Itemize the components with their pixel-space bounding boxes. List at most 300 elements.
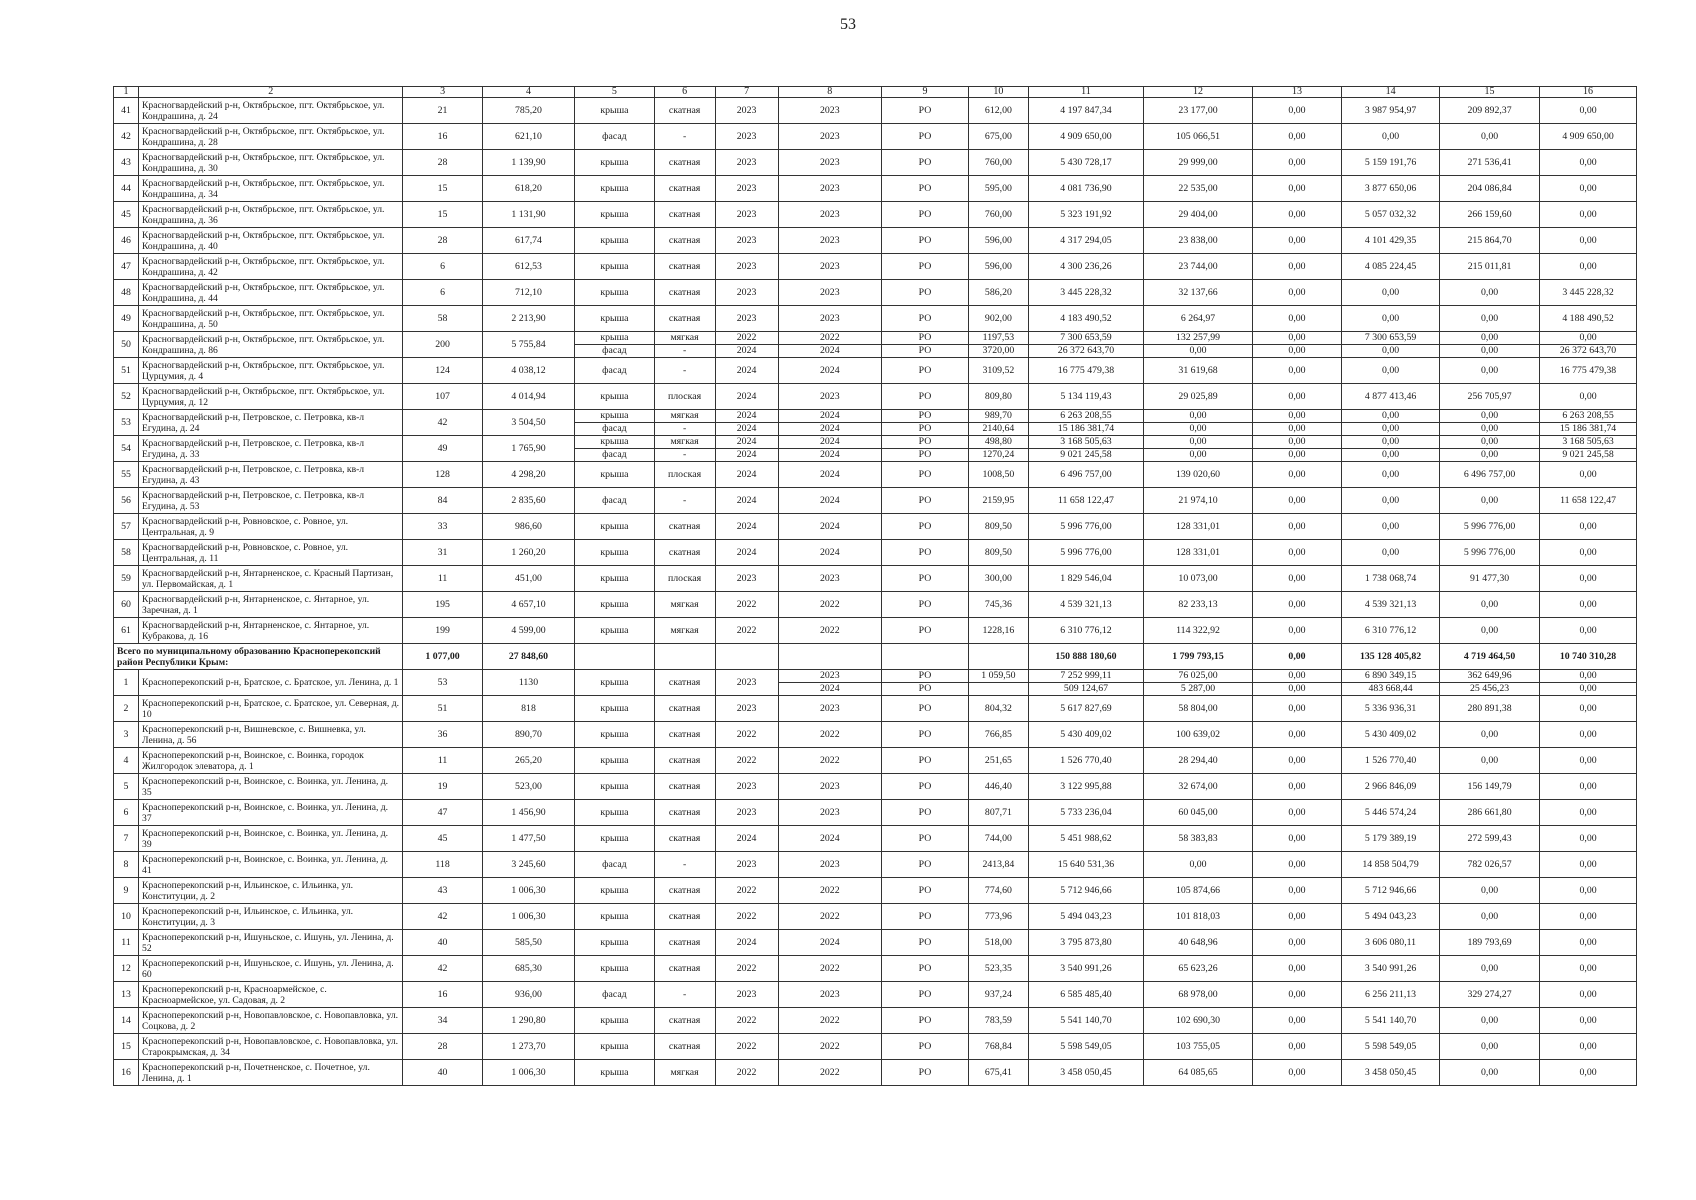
- table-cell: крыша: [575, 800, 654, 826]
- table-cell: 585,50: [482, 930, 574, 956]
- split-cell: [715, 410, 778, 436]
- table-cell: 10 073,00: [1144, 566, 1253, 592]
- table-cell: 0,00: [1440, 306, 1540, 332]
- table-cell: 59: [114, 566, 139, 592]
- table-cell: РО: [881, 1034, 968, 1060]
- table-cell: 612,53: [482, 254, 574, 280]
- table-cell: РО: [881, 982, 968, 1008]
- table-cell: крыша: [575, 540, 654, 566]
- table-cell: 15 640 531,36: [1028, 852, 1143, 878]
- table-cell: 5 712 946,66: [1028, 878, 1143, 904]
- table-cell: 2023: [778, 800, 881, 826]
- table-cell: 209 892,37: [1440, 98, 1540, 124]
- table-cell: 41: [114, 98, 139, 124]
- table-cell: 34: [403, 1008, 482, 1034]
- table-cell: 6 496 757,00: [1440, 462, 1540, 488]
- table-cell: 2023: [778, 124, 881, 150]
- split-cell: [1540, 670, 1637, 696]
- table-cell: 3 245,60: [482, 852, 574, 878]
- column-number-cell: 8: [778, 87, 881, 98]
- split-cell-part: 0,00: [1480, 410, 1499, 421]
- table-cell: 0,00: [1540, 228, 1637, 254]
- table-cell: 2023: [715, 670, 778, 696]
- table-cell: 29 999,00: [1144, 150, 1253, 176]
- split-cell: [968, 410, 1028, 436]
- table-cell: 2024: [778, 826, 881, 852]
- table-cell: 4 719 464,50: [1440, 644, 1540, 670]
- table-cell: 518,00: [968, 930, 1028, 956]
- split-cell: [1342, 410, 1440, 436]
- table-cell: 101 818,03: [1144, 904, 1253, 930]
- table-cell: 0,00: [1440, 878, 1540, 904]
- table-cell: 2 835,60: [482, 488, 574, 514]
- split-cell-part: 2024: [736, 436, 757, 447]
- table-cell: 195: [403, 592, 482, 618]
- table-cell: 2023: [715, 306, 778, 332]
- table-cell: 675,00: [968, 124, 1028, 150]
- table-cell: 0,00: [1252, 904, 1341, 930]
- table-cell: 58 804,00: [1144, 696, 1253, 722]
- table-cell: 6 256 211,13: [1342, 982, 1440, 1008]
- split-cell: [1342, 670, 1440, 696]
- table-cell: 2022: [715, 956, 778, 982]
- table-row: [114, 540, 1637, 566]
- table-cell: 3 504,50: [482, 410, 574, 436]
- table-cell: 53: [403, 670, 482, 696]
- split-cell-part: 0,00: [1189, 410, 1207, 421]
- table-cell: 5 057 032,32: [1342, 202, 1440, 228]
- table-cell: 2022: [715, 1034, 778, 1060]
- table-cell: 618,20: [482, 176, 574, 202]
- table-row: [114, 254, 1637, 280]
- table-cell: 0,00: [1252, 98, 1341, 124]
- table-cell: -: [654, 852, 715, 878]
- table-cell: 57: [114, 514, 139, 540]
- split-cell-part: 0,00: [1253, 448, 1341, 461]
- table-cell: 1 273,70: [482, 1034, 574, 1060]
- split-cell: [968, 436, 1028, 462]
- table-cell: 890,70: [482, 722, 574, 748]
- table-cell: 46: [114, 228, 139, 254]
- split-cell: [1144, 670, 1253, 696]
- table-cell: скатная: [654, 748, 715, 774]
- table-cell: РО: [881, 1008, 968, 1034]
- table-cell: 0,00: [1342, 306, 1440, 332]
- address-cell: Красноперекопский р-н, Красноармейское, с. Красноармейское, ул. Садовая, д. 2: [139, 982, 403, 1008]
- table-cell: РО: [881, 280, 968, 306]
- address-cell: Красноперекопский р-н, Ишуньское, с. Ишунь, ул. Ленина, д. 52: [139, 930, 403, 956]
- table-cell: скатная: [654, 176, 715, 202]
- table-cell: 596,00: [968, 254, 1028, 280]
- table-cell: 61: [114, 618, 139, 644]
- split-cell: [1540, 436, 1637, 462]
- table-cell: 774,60: [968, 878, 1028, 904]
- table-cell: 2023: [778, 98, 881, 124]
- table-cell: 0,00: [1540, 1008, 1637, 1034]
- split-cell-part: 2024: [820, 410, 840, 421]
- table-cell: 0,00: [1440, 722, 1540, 748]
- table-cell: 5 336 936,31: [1342, 696, 1440, 722]
- table-cell: 118: [403, 852, 482, 878]
- table-cell: 2023: [778, 566, 881, 592]
- table-cell: 4 014,94: [482, 384, 574, 410]
- table-cell: крыша: [575, 722, 654, 748]
- split-cell-part: 0,00: [1253, 682, 1341, 695]
- address-cell: Красноперекопский р-н, Ишуньское, с. Ишунь, ул. Ленина, д. 60: [139, 956, 403, 982]
- table-cell: 0,00: [1252, 488, 1341, 514]
- split-cell-part: 989,70: [984, 410, 1012, 421]
- split-cell-part: 2140,64: [969, 422, 1028, 435]
- table-cell: крыша: [575, 748, 654, 774]
- table-cell: крыша: [575, 618, 654, 644]
- table-row: [114, 748, 1637, 774]
- table-cell: 0,00: [1342, 280, 1440, 306]
- address-cell: Красногвардейский р-н, Октябрьское, пгт. Октябрьское, ул. Кондрашина, д. 86: [139, 332, 403, 358]
- table-row: [114, 956, 1637, 982]
- table-cell: 6 310 776,12: [1028, 618, 1143, 644]
- table-cell: 16: [403, 124, 482, 150]
- table-row: [114, 904, 1637, 930]
- address-cell: Красноперекопский р-н, Ильинское, с. Ильинка, ул. Конституции, д. 3: [139, 904, 403, 930]
- split-cell-part: фасад: [575, 422, 653, 435]
- table-cell: 11 658 122,47: [1028, 488, 1143, 514]
- column-number-cell: 1: [114, 87, 139, 98]
- table-cell: 4 877 413,46: [1342, 384, 1440, 410]
- table-row: [114, 202, 1637, 228]
- table-cell: 189 793,69: [1440, 930, 1540, 956]
- table-cell: 2023: [778, 202, 881, 228]
- split-cell: [575, 436, 654, 462]
- split-cell-part: 0,00: [1189, 436, 1207, 447]
- split-cell-part: РО: [918, 410, 932, 421]
- table-row: [114, 982, 1637, 1008]
- table-cell: РО: [881, 566, 968, 592]
- table-cell: 2022: [715, 592, 778, 618]
- table-cell: 14: [114, 1008, 139, 1034]
- split-cell-part: 0,00: [1480, 436, 1499, 447]
- split-cell: [881, 436, 968, 462]
- table-cell: 0,00: [1540, 696, 1637, 722]
- table-cell: скатная: [654, 774, 715, 800]
- table-cell: РО: [881, 358, 968, 384]
- split-cell-part: 498,80: [984, 436, 1012, 447]
- table-cell: 782 026,57: [1440, 852, 1540, 878]
- split-cell-part: РО: [918, 332, 932, 343]
- table-cell: 53: [114, 410, 139, 436]
- table-cell: крыша: [575, 826, 654, 852]
- table-cell: 6: [403, 254, 482, 280]
- table-cell: крыша: [575, 904, 654, 930]
- table-cell: РО: [881, 930, 968, 956]
- table-cell: 3 445 228,32: [1540, 280, 1637, 306]
- table-cell: крыша: [575, 670, 654, 696]
- column-number-cell: 14: [1342, 87, 1440, 98]
- address-cell: Красноперекопский р-н, Воинское, с. Воинка, городок Жилгородок элеватора, д. 1: [139, 748, 403, 774]
- table-cell: 200: [403, 332, 482, 358]
- table-cell: -: [654, 124, 715, 150]
- table-cell: скатная: [654, 540, 715, 566]
- table-cell: 28 294,40: [1144, 748, 1253, 774]
- table-cell: 0,00: [1252, 384, 1341, 410]
- table-row: [114, 124, 1637, 150]
- table-cell: РО: [881, 176, 968, 202]
- table-cell: 3 540 991,26: [1342, 956, 1440, 982]
- table-cell: 2022: [715, 722, 778, 748]
- table-row: [114, 436, 1637, 462]
- table-row: [114, 462, 1637, 488]
- table-row: [114, 150, 1637, 176]
- split-cell-part: 2022: [736, 332, 757, 343]
- table-cell: 1130: [482, 670, 574, 696]
- split-cell-part: 1197,53: [982, 332, 1015, 343]
- table-cell: 16: [403, 982, 482, 1008]
- split-cell: [968, 670, 1028, 696]
- table-cell: [715, 644, 778, 670]
- table-cell: 5 541 140,70: [1028, 1008, 1143, 1034]
- table-cell: 4 539 321,13: [1028, 592, 1143, 618]
- table-cell: 139 020,60: [1144, 462, 1253, 488]
- column-number-cell: 9: [881, 87, 968, 98]
- table-cell: РО: [881, 748, 968, 774]
- table-cell: крыша: [575, 1008, 654, 1034]
- table-cell: 4 909 650,00: [1028, 124, 1143, 150]
- split-cell-part: 2024: [779, 448, 881, 461]
- table-cell: 40 648,96: [1144, 930, 1253, 956]
- table-cell: 0,00: [1252, 774, 1341, 800]
- table-cell: 128 331,01: [1144, 514, 1253, 540]
- table-cell: 2023: [715, 150, 778, 176]
- table-cell: 0,00: [1342, 124, 1440, 150]
- table-cell: 49: [114, 306, 139, 332]
- table-cell: 58: [114, 540, 139, 566]
- table-cell: 0,00: [1540, 202, 1637, 228]
- table-cell: мягкая: [654, 618, 715, 644]
- table-cell: 0,00: [1540, 1060, 1637, 1086]
- table-cell: 5 617 827,69: [1028, 696, 1143, 722]
- table-row: [114, 930, 1637, 956]
- table-cell: 265,20: [482, 748, 574, 774]
- table-cell: плоская: [654, 566, 715, 592]
- column-number-cell: 10: [968, 87, 1028, 98]
- table-cell: 3 458 050,45: [1342, 1060, 1440, 1086]
- split-cell-part: 2024: [779, 682, 881, 695]
- table-cell: 2022: [778, 722, 881, 748]
- split-cell-part: [969, 682, 1028, 695]
- split-cell: [1028, 332, 1143, 358]
- table-cell: 0,00: [1540, 540, 1637, 566]
- table-cell: 124: [403, 358, 482, 384]
- table-cell: 1 290,80: [482, 1008, 574, 1034]
- table-cell: 0,00: [1252, 644, 1341, 670]
- table-row: [114, 1034, 1637, 1060]
- table-cell: 6 496 757,00: [1028, 462, 1143, 488]
- table-cell: 5 996 776,00: [1028, 540, 1143, 566]
- table-cell: 0,00: [1252, 306, 1341, 332]
- total-row: [114, 644, 1637, 670]
- table-cell: 2024: [778, 514, 881, 540]
- table-cell: 31: [403, 540, 482, 566]
- table-cell: 107: [403, 384, 482, 410]
- table-cell: 27 848,60: [482, 644, 574, 670]
- total-label: Всего по муниципальному образованию Красноперекопский район Республики Крым:: [114, 644, 403, 670]
- table-cell: РО: [881, 462, 968, 488]
- table-cell: 3 877 650,06: [1342, 176, 1440, 202]
- table-cell: 105 066,51: [1144, 124, 1253, 150]
- split-cell-part: 2024: [779, 422, 881, 435]
- column-number-cell: 11: [1028, 87, 1143, 98]
- table-cell: 150 888 180,60: [1028, 644, 1143, 670]
- table-cell: скатная: [654, 514, 715, 540]
- table-cell: 595,00: [968, 176, 1028, 202]
- address-cell: Красногвардейский р-н, Янтарненское, с. Красный Партизан, ул. Первомайская, д. 1: [139, 566, 403, 592]
- table-cell: 1228,16: [968, 618, 1028, 644]
- table-cell: 2022: [778, 1060, 881, 1086]
- table-cell: крыша: [575, 566, 654, 592]
- table-cell: 5: [114, 774, 139, 800]
- split-cell-part: 0,00: [1253, 422, 1341, 435]
- split-cell: [1440, 410, 1540, 436]
- table-cell: 23 838,00: [1144, 228, 1253, 254]
- table-cell: 0,00: [1252, 1034, 1341, 1060]
- table-cell: 0,00: [1540, 566, 1637, 592]
- split-cell-part: 1 059,50: [981, 670, 1016, 681]
- table-cell: 54: [114, 436, 139, 462]
- table-cell: 685,30: [482, 956, 574, 982]
- table-cell: 9: [114, 878, 139, 904]
- table-cell: [968, 644, 1028, 670]
- address-cell: Красноперекопский р-н, Почетненское, с. Почетное, ул. Ленина, д. 1: [139, 1060, 403, 1086]
- split-cell-part: 0,00: [1342, 344, 1439, 357]
- table-cell: 52: [114, 384, 139, 410]
- split-cell: [778, 436, 881, 462]
- table-cell: 2022: [715, 1060, 778, 1086]
- table-row: [114, 228, 1637, 254]
- table-cell: крыша: [575, 462, 654, 488]
- table-cell: 204 086,84: [1440, 176, 1540, 202]
- table-cell: РО: [881, 774, 968, 800]
- table-cell: 760,00: [968, 202, 1028, 228]
- table-cell: 5 494 043,23: [1028, 904, 1143, 930]
- table-cell: крыша: [575, 306, 654, 332]
- table-cell: 523,35: [968, 956, 1028, 982]
- table-cell: скатная: [654, 98, 715, 124]
- table-cell: 16: [114, 1060, 139, 1086]
- table-cell: 5 598 549,05: [1342, 1034, 1440, 1060]
- table-cell: 1 526 770,40: [1342, 748, 1440, 774]
- table-cell: 36: [403, 722, 482, 748]
- column-number-cell: 15: [1440, 87, 1540, 98]
- split-cell-part: 2024: [820, 436, 840, 447]
- split-cell: [654, 332, 715, 358]
- table-row: [114, 826, 1637, 852]
- table-cell: 156 149,79: [1440, 774, 1540, 800]
- address-cell: Красногвардейский р-н, Октябрьское, пгт. Октябрьское, ул. Кондрашина, д. 42: [139, 254, 403, 280]
- table-cell: 0,00: [1342, 540, 1440, 566]
- column-number-cell: 13: [1252, 87, 1341, 98]
- table-cell: 5 996 776,00: [1440, 514, 1540, 540]
- split-cell-part: 15 186 381,74: [1540, 422, 1636, 435]
- table-cell: 6: [403, 280, 482, 306]
- table-cell: крыша: [575, 98, 654, 124]
- table-cell: скатная: [654, 826, 715, 852]
- table-cell: скатная: [654, 956, 715, 982]
- table-cell: 804,32: [968, 696, 1028, 722]
- split-cell-part: 0,00: [1288, 332, 1306, 343]
- table-cell: 2022: [715, 904, 778, 930]
- table-row: [114, 280, 1637, 306]
- table-cell: 0,00: [1540, 748, 1637, 774]
- table-cell: 1 131,90: [482, 202, 574, 228]
- table-cell: 56: [114, 488, 139, 514]
- table-row: [114, 670, 1637, 696]
- table-cell: 2 966 846,09: [1342, 774, 1440, 800]
- table-cell: 3 445 228,32: [1028, 280, 1143, 306]
- table-cell: 2023: [778, 982, 881, 1008]
- table-cell: 21: [403, 98, 482, 124]
- address-cell: Красногвардейский р-н, Октябрьское, пгт. Октябрьское, ул. Кондрашина, д. 50: [139, 306, 403, 332]
- split-cell-part: 0,00: [1440, 422, 1539, 435]
- split-cell: [881, 332, 968, 358]
- split-cell: [1144, 436, 1253, 462]
- table-cell: крыша: [575, 514, 654, 540]
- table-cell: 100 639,02: [1144, 722, 1253, 748]
- table-cell: 2024: [778, 488, 881, 514]
- table-cell: 0,00: [1252, 358, 1341, 384]
- table-cell: 4 038,12: [482, 358, 574, 384]
- split-cell-part: 25 456,23: [1440, 682, 1539, 695]
- table-cell: 0,00: [1540, 774, 1637, 800]
- split-cell: [1252, 436, 1341, 462]
- table-cell: 13: [114, 982, 139, 1008]
- table-cell: 0,00: [1540, 1034, 1637, 1060]
- split-cell: [1028, 670, 1143, 696]
- table-cell: 4 101 429,35: [1342, 228, 1440, 254]
- table-cell: 0,00: [1252, 514, 1341, 540]
- table-cell: 2024: [715, 826, 778, 852]
- address-cell: Красногвардейский р-н, Октябрьское, пгт. Октябрьское, ул. Кондрашина, д. 34: [139, 176, 403, 202]
- address-cell: Красногвардейский р-н, Октябрьское, пгт. Октябрьское, ул. Кондрашина, д. 44: [139, 280, 403, 306]
- split-cell: [1540, 332, 1637, 358]
- table-cell: РО: [881, 904, 968, 930]
- address-cell: Красноперекопский р-н, Ильинское, с. Ильинка, ул. Конституции, д. 2: [139, 878, 403, 904]
- table-cell: 3 606 080,11: [1342, 930, 1440, 956]
- split-cell-part: крыша: [600, 436, 629, 447]
- address-cell: Красноперекопский р-н, Братское, с. Братское, ул. Ленина, д. 1: [139, 670, 403, 696]
- table-cell: 42: [403, 956, 482, 982]
- table-cell: 617,74: [482, 228, 574, 254]
- table-cell: 2023: [778, 852, 881, 878]
- table-cell: 2024: [778, 358, 881, 384]
- split-cell-part: 0,00: [1144, 422, 1252, 435]
- table-cell: 0,00: [1252, 566, 1341, 592]
- table-cell: 3 458 050,45: [1028, 1060, 1143, 1086]
- table-row: [114, 176, 1637, 202]
- table-cell: 6 310 776,12: [1342, 618, 1440, 644]
- table-cell: РО: [881, 722, 968, 748]
- capital-repair-register-table: [113, 86, 1637, 1086]
- split-cell-part: 483 668,44: [1342, 682, 1439, 695]
- table-cell: 68 978,00: [1144, 982, 1253, 1008]
- table-cell: 10: [114, 904, 139, 930]
- table-cell: 4 081 736,90: [1028, 176, 1143, 202]
- table-cell: 5 159 191,76: [1342, 150, 1440, 176]
- table-cell: скатная: [654, 280, 715, 306]
- column-number-cell: 6: [654, 87, 715, 98]
- table-cell: РО: [881, 878, 968, 904]
- table-cell: скатная: [654, 228, 715, 254]
- table-cell: 2024: [778, 462, 881, 488]
- table-cell: 0,00: [1440, 618, 1540, 644]
